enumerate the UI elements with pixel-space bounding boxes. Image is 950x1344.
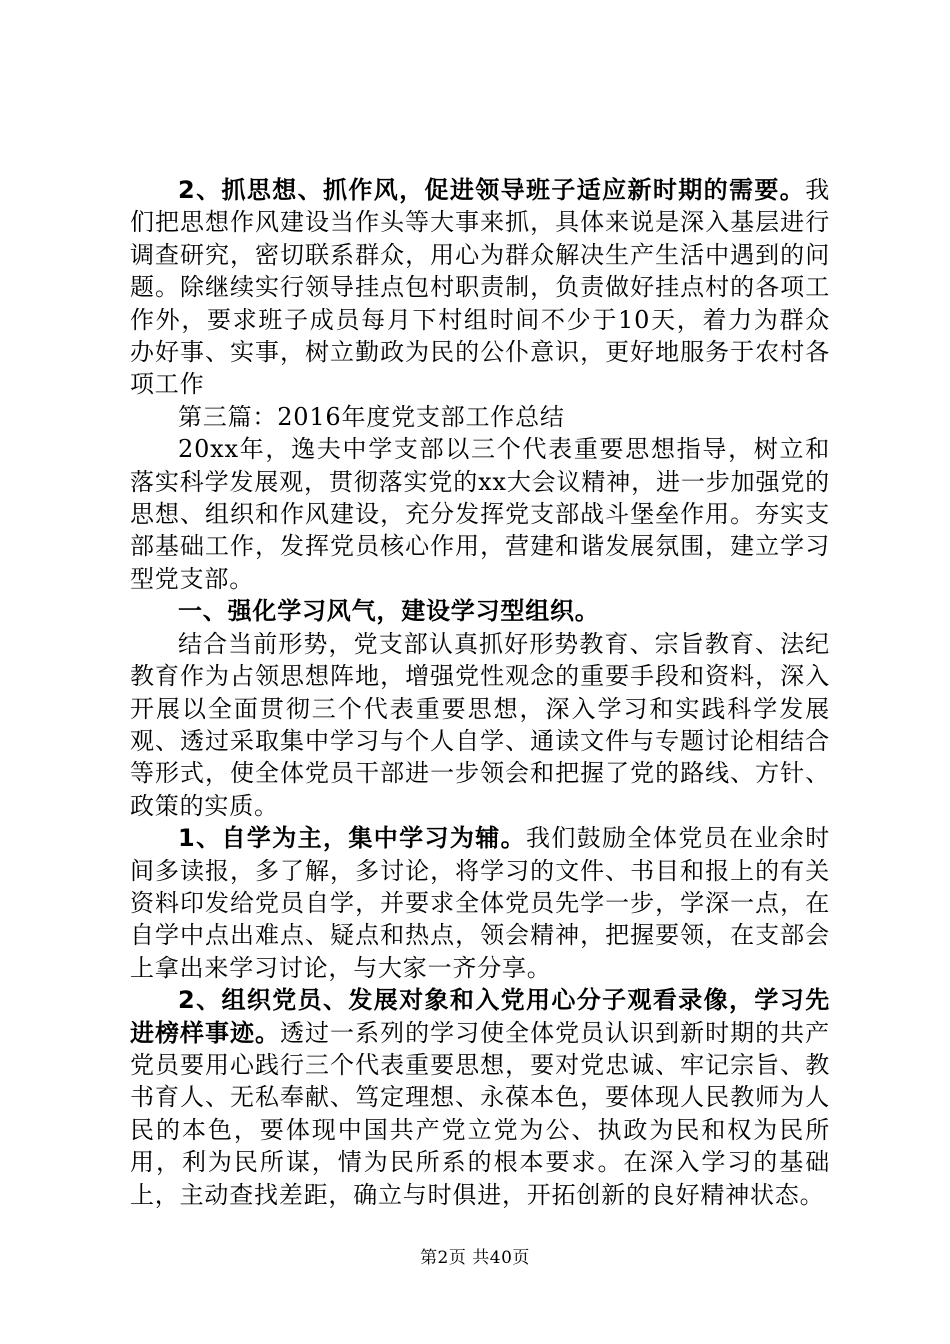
paragraph-lead: 2、抓思想、抓作风，促进领导班子适应新时期的需要。 — [178, 176, 806, 204]
paragraph-current-situation: 结合当前形势，党支部认真抓好形势教育、宗旨教育、法纪教育作为占领思想阵地，增强党性观念的重要手段和资料，深入开展以全面贯彻三个代表重要思想，深入学习和实践科学发展观、透过采取集中学习与个人自学、通读文件与专题讨论相结合等形式，使全体党员干部进一步领会和把握了党的路线、方针、政策的实质。 — [130, 629, 830, 820]
paragraph-video-study — [130, 984, 830, 1211]
paragraph-self-study — [130, 822, 830, 984]
intro-paragraph: 20xx年，逸夫中学支部以三个代表重要思想指导，树立和落实科学发展观，贯彻落实党的xx大会议精神，进一步加强党的思想、组织和作风建设，充分发挥党支部战斗堡垒作用。夯实支部基础工作，发挥党员核心作用，营建和谐发展氛围，建立学习型党支部。 — [130, 435, 830, 593]
section-title: 第三篇：2016年度党支部工作总结 — [178, 402, 565, 431]
paragraph-text: 透过一系列的学习使全体党员认识到新时期的共产党员要用心践行三个代表重要思想，要对党忠诚、牢记宗旨、教书育人、无私奉献、笃定理想、永葆本色，要体现人民教师为人民的本色，要体现中国共产党立党为公、执政为民和权为民所用，利为民所谋，情为民所系的根本要求。在深入学习的基础上，主动查找差距，确立与时俱进，开拓创新的良好精神状态。 — [130, 1018, 830, 1209]
paragraph-leadership-style — [130, 174, 830, 401]
page-number-footer: 第2页 共40页 — [420, 1248, 530, 1268]
paragraph-lead: 1、自学为主，集中学习为辅。 — [178, 824, 527, 853]
section-heading: 一、强化学习风气，建设学习型组织。 — [178, 597, 600, 626]
document-body — [130, 174, 830, 1211]
paragraph-text: 我们把思想作风建设当作头等大事来抓，具体来说是深入基层进行调查研究，密切联系群众，用心为群众解决生产生活中遇到的问题。除继续实行领导挂点包村职责制，负责做好挂点村的各项工作外，要求班子成员每月下村组时间不少于10天，着力为群众办好事、实事，树立勤政为民的公仆意识，更好地服务于农村各项工作 — [130, 176, 830, 399]
paragraph-text: 我们鼓励全体党员在业余时间多读报，多了解，多讨论，将学习的文件、书目和报上的有关资料印发给党员自学，并要求全体党员先学一步，学深一点，在自学中点出难点、疑点和热点，领会精神，把握要领，在支部会上拿出来学习讨论，与大家一齐分享。 — [130, 824, 830, 982]
paragraph-lead: 2、组织党员、发展对象和入党用心分子观看录像，学习先进榜样事迹。 — [130, 986, 830, 1047]
